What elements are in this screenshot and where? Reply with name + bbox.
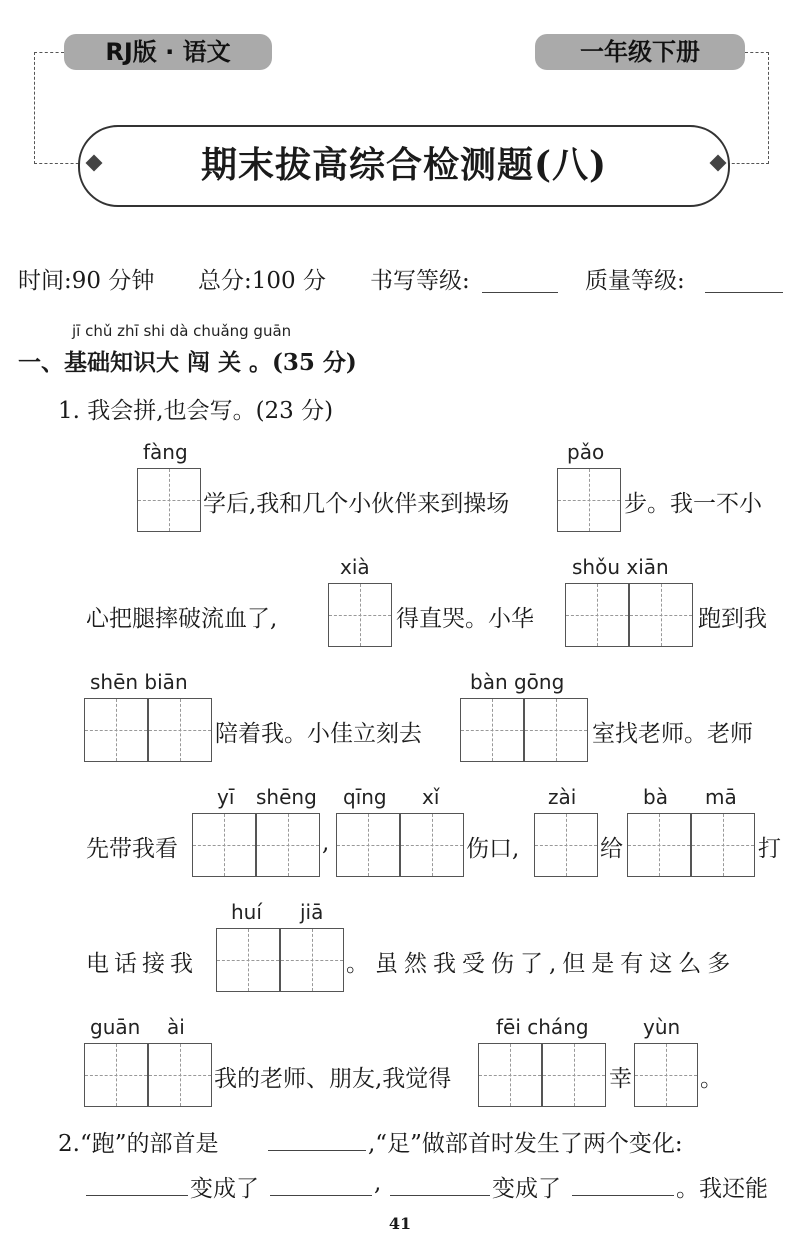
question-1-title: 1. 我会拼,也会写。(23 分) [58, 398, 334, 424]
pinyin-label: shǒu xiān [572, 555, 669, 579]
writing-box[interactable] [534, 813, 598, 877]
writing-box[interactable] [336, 813, 400, 877]
passage-text: 学后,我和几个小伙伴来到操场 [203, 491, 510, 517]
question-2-text: 。我还能 [676, 1176, 768, 1202]
writing-box[interactable] [84, 1043, 148, 1107]
question-2-text: ,“足”做部首时发生了两个变化: [368, 1131, 683, 1157]
writing-box[interactable] [634, 1043, 698, 1107]
writing-box[interactable] [524, 698, 588, 762]
pinyin-label: fēi cháng [496, 1015, 589, 1039]
writing-box[interactable] [328, 583, 392, 647]
writing-box[interactable] [256, 813, 320, 877]
passage-text: 幸 [609, 1066, 632, 1092]
quality-grade-label: 质量等级: [585, 268, 685, 294]
writing-box[interactable] [216, 928, 280, 992]
writing-box[interactable] [478, 1043, 542, 1107]
pinyin-label: guān [90, 1015, 141, 1039]
writing-box[interactable] [148, 698, 212, 762]
writing-box[interactable] [629, 583, 693, 647]
grade-tag: 一年级下册 [535, 34, 745, 70]
section-title: 一、基础知识大 闯 关 。(35 分) [18, 349, 357, 376]
pinyin-label: shēng [256, 785, 317, 809]
time-label: 时间:90 分钟 [18, 268, 155, 294]
writing-box[interactable] [565, 583, 629, 647]
answer-blank[interactable] [268, 1150, 366, 1151]
passage-text: 心把腿摔破流血了, [86, 606, 278, 632]
header-dash-left-top [34, 52, 64, 53]
writing-grade-label: 书写等级: [370, 268, 470, 294]
pinyin-label: yùn [643, 1015, 681, 1039]
passage-text: 打 [758, 836, 781, 862]
passage-text: 给 [600, 836, 623, 862]
passage-text: 我的老师、朋友,我觉得 [214, 1066, 452, 1092]
writing-box[interactable] [542, 1043, 606, 1107]
writing-box[interactable] [280, 928, 344, 992]
section-pinyin: jī chǔ zhī shi dà chuǎng guān [72, 322, 292, 340]
total-label: 总分:100 分 [198, 268, 326, 294]
page-title: 期末拔高综合检测题(八) [200, 144, 608, 186]
question-2-text: 2.“跑”的部首是 [58, 1131, 219, 1157]
pinyin-label: qīng [343, 785, 387, 809]
passage-text: 陪着我。小佳立刻去 [215, 721, 422, 747]
pinyin-label: ài [167, 1015, 185, 1039]
passage-text: 。虽然我受伤了,但是有这么多 [346, 951, 737, 977]
header-dash-right-top [745, 52, 769, 53]
question-2-text: , [374, 1170, 382, 1196]
header-dash-left-vert [34, 52, 35, 164]
question-2-text: 变成了 [492, 1176, 561, 1202]
answer-blank[interactable] [270, 1195, 372, 1196]
pinyin-label: xǐ [422, 785, 440, 809]
pinyin-label: zài [548, 785, 577, 809]
answer-blank[interactable] [572, 1195, 674, 1196]
header-dash-left-bottom [34, 163, 84, 164]
pinyin-label: fàng [143, 440, 188, 464]
edition-tag: RJ版 · 语文 [64, 34, 272, 70]
page-number: 41 [388, 1214, 412, 1233]
pinyin-label: yī [217, 785, 235, 809]
writing-box[interactable] [691, 813, 755, 877]
writing-box[interactable] [627, 813, 691, 877]
passage-text: 室找老师。老师 [592, 721, 753, 747]
passage-text: 得直哭。小华 [396, 606, 534, 632]
writing-box[interactable] [400, 813, 464, 877]
writing-box[interactable] [137, 468, 201, 532]
quality-grade-blank[interactable] [705, 292, 783, 293]
pinyin-label: jiā [300, 900, 324, 924]
answer-blank[interactable] [390, 1195, 490, 1196]
pinyin-label: bàn gōng [470, 670, 565, 694]
writing-box[interactable] [460, 698, 524, 762]
passage-text: 电话接我 [86, 951, 198, 977]
passage-text: 先带我看 [86, 836, 178, 862]
header-dash-right-vert [768, 52, 769, 164]
pinyin-label: pǎo [567, 440, 605, 464]
pinyin-label: shēn biān [90, 670, 188, 694]
pinyin-label: bà [643, 785, 668, 809]
passage-text: 伤口, [466, 836, 520, 862]
passage-text: 跑到我 [698, 606, 767, 632]
writing-box[interactable] [148, 1043, 212, 1107]
question-2-text: 变成了 [190, 1176, 259, 1202]
writing-box[interactable] [557, 468, 621, 532]
writing-box[interactable] [84, 698, 148, 762]
pinyin-label: mā [705, 785, 737, 809]
passage-text: , [322, 830, 330, 856]
pinyin-label: huí [231, 900, 262, 924]
passage-text: 。 [700, 1066, 723, 1092]
writing-box[interactable] [192, 813, 256, 877]
passage-text: 步。我一不小 [624, 491, 762, 517]
pinyin-label: xià [340, 555, 370, 579]
writing-grade-blank[interactable] [482, 292, 558, 293]
answer-blank[interactable] [86, 1195, 188, 1196]
